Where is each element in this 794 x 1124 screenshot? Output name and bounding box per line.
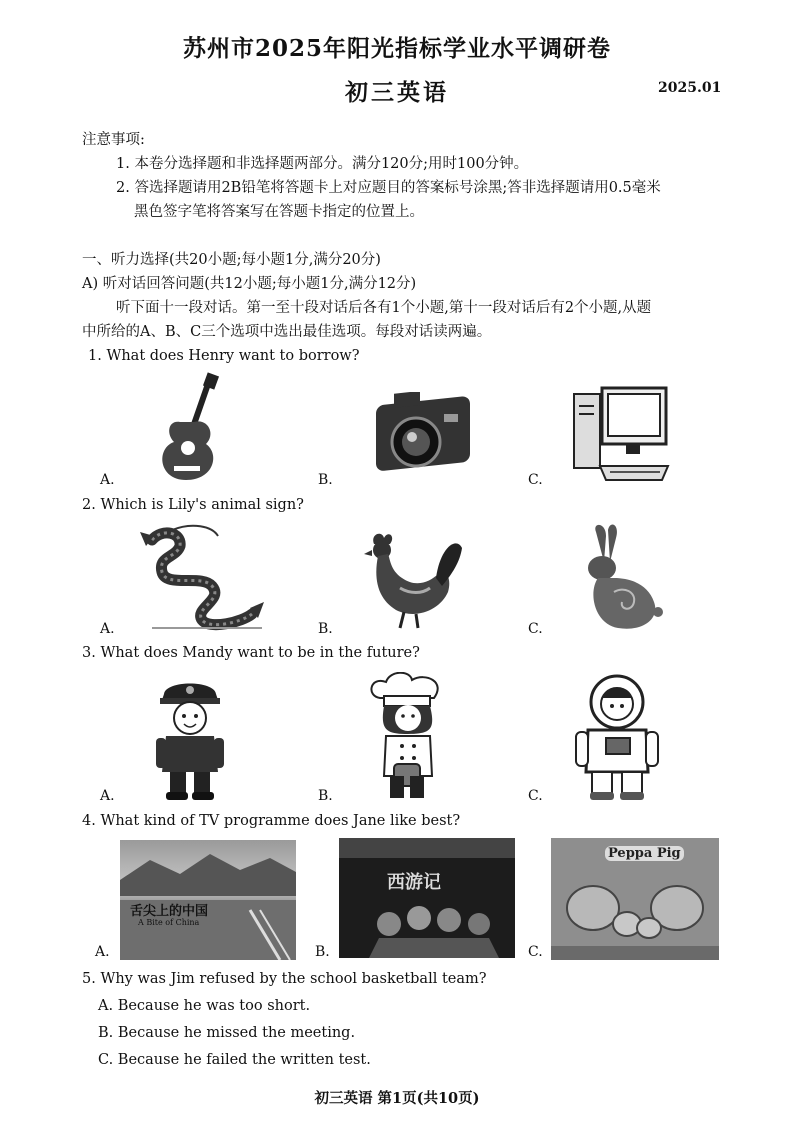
notes-item-1: 1. 本卷分选择题和非选择题两部分。满分120分;用时100分钟。 [116, 156, 529, 172]
rabbit-icon [574, 522, 664, 634]
tv-caption-b: 西游记 [387, 872, 441, 893]
option-label: C. [528, 788, 543, 804]
exam-title: 苏州市2025年阳光指标学业水平调研卷 [182, 35, 611, 62]
option-label: A. [95, 944, 110, 960]
notes-heading: 注意事项: [82, 132, 145, 148]
chef-icon [366, 672, 450, 804]
choice-b: B. Because he missed the meeting. [98, 1025, 356, 1041]
astronaut-icon [572, 672, 662, 804]
question-2: 2. Which is Lily's animal sign? [82, 497, 304, 513]
question-3: 3. What does Mandy want to be in the future? [82, 645, 420, 661]
rooster-icon [356, 528, 466, 632]
instructions-line-1: 听下面十一段对话。第一至十段对话后各有1个小题,第十一段对话后有2个小题,从题 [116, 300, 652, 316]
option-label: B. [315, 944, 330, 960]
dragon-icon [132, 522, 272, 632]
tv-programme-b-image [339, 838, 515, 958]
question-1: 1. What does Henry want to borrow? [88, 348, 360, 364]
instructions-line-2: 中所给的A、B、C三个选项中选出最佳选项。每段对话读两遍。 [82, 324, 492, 340]
tv-caption-a-cn: 舌尖上的中国 [130, 904, 209, 919]
option-label: B. [318, 788, 333, 804]
notes-item-2: 2. 答选择题请用2B铅笔将答题卡上对应题目的答案标号涂黑;答非选择题请用0.5毫米 [116, 180, 661, 196]
page-footer: 初三英语 第1页(共10页) [314, 1090, 480, 1107]
choice-a: A. Because he was too short. [98, 998, 311, 1014]
option-label: C. [528, 944, 543, 960]
option-label: A. [100, 472, 115, 488]
question-4: 4. What kind of TV programme does Jane like best? [82, 813, 461, 829]
computer-icon [572, 386, 672, 486]
option-label: A. [100, 788, 115, 804]
police-officer-icon [150, 676, 230, 804]
option-label: C. [528, 621, 543, 637]
section-heading: 一、听力选择(共20小题;每小题1分,满分20分) [82, 252, 381, 268]
tv-caption-a-en: A Bite of China [138, 918, 200, 927]
tv-caption-c: Peppa Pig [605, 846, 684, 861]
exam-subject: 初三英语 [345, 79, 449, 106]
part-heading: A) 听对话回答问题(共12小题;每小题1分,满分12分) [82, 276, 417, 292]
exam-date: 2025.01 [658, 80, 722, 96]
tv-programme-c-image [551, 838, 719, 960]
option-label: B. [318, 621, 333, 637]
choice-c: C. Because he failed the written test. [98, 1052, 371, 1068]
question-5: 5. Why was Jim refused by the school basketball team? [82, 971, 487, 987]
tv-programme-a-image [120, 840, 296, 960]
notes-item-2-cont: 黑色签字笔将答案写在答题卡指定的位置上。 [134, 204, 424, 220]
option-label: C. [528, 472, 543, 488]
guitar-icon [150, 372, 240, 484]
option-label: B. [318, 472, 333, 488]
camera-icon [372, 392, 476, 478]
option-label: A. [100, 621, 115, 637]
